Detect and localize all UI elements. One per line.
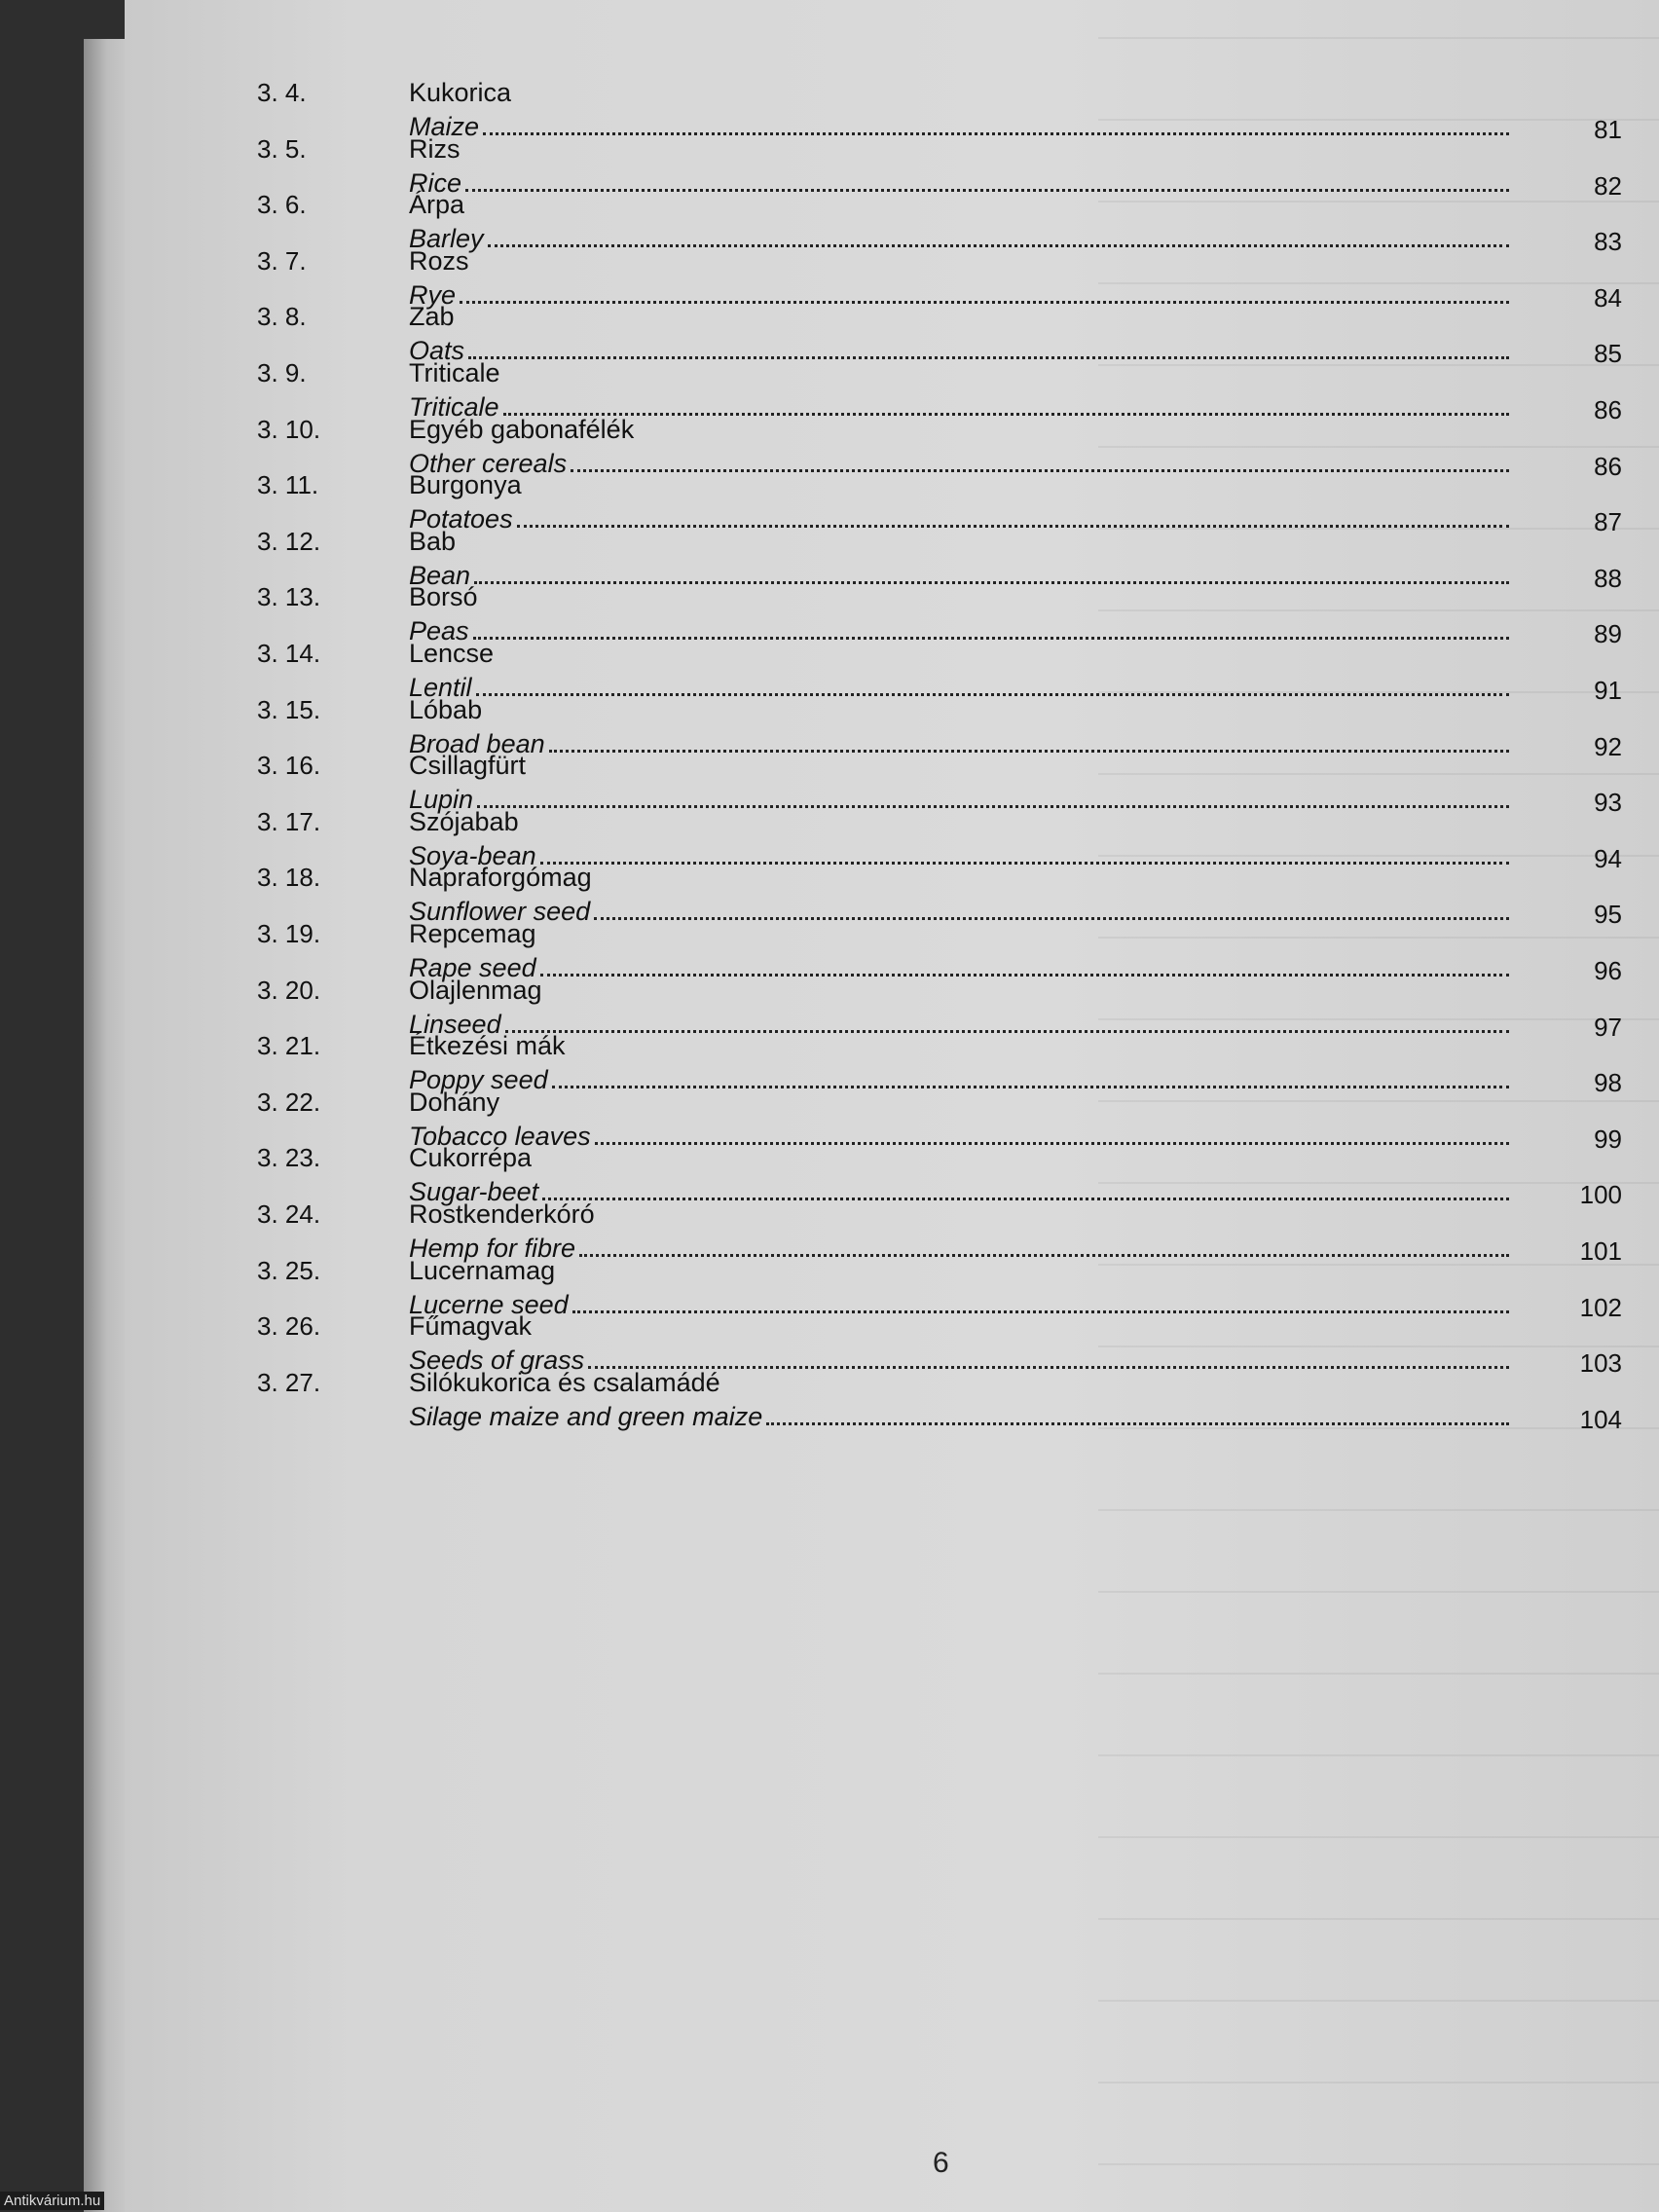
entry-title-english: Peas [409, 616, 469, 645]
entry-page-number: 83 [1594, 227, 1622, 256]
dot-leader [579, 1231, 1509, 1257]
dot-leader [766, 1399, 1509, 1425]
entry-title-hungarian: Lucernamag [409, 1256, 556, 1285]
entry-title-english: Triticale [409, 392, 499, 422]
entry-title-english: Sugar-beet [409, 1177, 539, 1206]
dot-leader [488, 221, 1509, 247]
entry-page-number: 100 [1579, 1180, 1622, 1209]
entry-page-number: 97 [1594, 1013, 1622, 1042]
entry-page-number: 91 [1594, 676, 1622, 705]
dot-leader [468, 333, 1509, 359]
entry-title-hungarian: Repcemag [409, 919, 536, 948]
entry-number: 3. 5. [257, 134, 307, 164]
entry-number: 3. 11. [257, 470, 319, 499]
entry-title-english: Poppy seed [409, 1065, 548, 1094]
watermark: Antikvárium.hu [0, 2192, 104, 2210]
entry-title-hungarian: Rozs [409, 246, 469, 276]
entry-title-english: Lucerne seed [409, 1290, 569, 1319]
entry-title-hungarian: Napraforgómag [409, 863, 592, 892]
entry-number: 3. 10. [257, 415, 321, 444]
entry-title-hungarian: Rostkenderkóró [409, 1199, 595, 1229]
entry-number: 3. 20. [257, 976, 321, 1005]
entry-title-hungarian: Kukorica [409, 78, 512, 107]
toc-entry[interactable] [125, 1366, 1659, 1444]
dot-leader [540, 950, 1509, 977]
entry-title-hungarian: Burgonya [409, 470, 522, 499]
entry-page-number: 81 [1594, 115, 1622, 144]
entry-title-hungarian: Fűmagvak [409, 1311, 533, 1341]
entry-title-english: Linseed [409, 1010, 501, 1039]
entry-number: 3. 23. [257, 1143, 321, 1172]
entry-number: 3. 22. [257, 1088, 321, 1117]
entry-number: 3. 4. [257, 78, 307, 107]
entry-page-number: 89 [1594, 619, 1622, 648]
entry-title-english: Maize [409, 112, 480, 141]
entry-number: 3. 27. [257, 1368, 321, 1397]
entry-page-number: 98 [1594, 1068, 1622, 1097]
entry-title-hungarian: Étkezési mák [409, 1031, 566, 1060]
entry-title-hungarian: Csillagfürt [409, 751, 527, 780]
entry-title-hungarian: Egyéb gabonafélék [409, 415, 635, 444]
entry-number: 3. 25. [257, 1256, 321, 1285]
entry-number: 3. 13. [257, 582, 321, 611]
entry-number: 3. 24. [257, 1199, 321, 1229]
entry-title-english: Rye [409, 280, 457, 310]
entry-number: 3. 19. [257, 919, 321, 948]
entry-title-english: Silage maize and green maize [409, 1402, 763, 1431]
entry-number: 3. 15. [257, 695, 321, 724]
entry-number: 3. 17. [257, 807, 321, 836]
entry-title-hungarian: Lóbab [409, 695, 483, 724]
dot-leader [588, 1343, 1509, 1369]
entry-page-number: 94 [1594, 844, 1622, 873]
entry-page-number: 93 [1594, 788, 1622, 817]
entry-title-hungarian: Rizs [409, 134, 461, 164]
entry-number: 3. 18. [257, 863, 321, 892]
dot-leader [594, 894, 1509, 920]
entry-page-number: 82 [1594, 171, 1622, 201]
dot-leader [476, 670, 1509, 696]
entry-title-english: Sunflower seed [409, 897, 591, 926]
entry-page-number: 87 [1594, 507, 1622, 536]
entry-page-number: 96 [1594, 956, 1622, 985]
entry-title-hungarian: Silókukorica és csalamádé [409, 1368, 720, 1397]
entry-page-number: 104 [1579, 1405, 1622, 1434]
entry-number: 3. 12. [257, 527, 321, 556]
entry-page-number: 101 [1579, 1236, 1622, 1266]
book-page [125, 0, 1659, 2212]
entry-page-number: 86 [1594, 395, 1622, 424]
dot-leader [477, 782, 1509, 808]
entry-english-line [409, 1399, 1509, 1432]
dot-leader [542, 1174, 1509, 1200]
entry-title-english: Potatoes [409, 504, 513, 534]
entry-page-number: 95 [1594, 900, 1622, 929]
entry-number: 3. 8. [257, 302, 307, 331]
entry-number: 3. 6. [257, 190, 307, 219]
entry-title-english: Seeds of grass [409, 1346, 585, 1375]
entry-title-english: Oats [409, 336, 465, 365]
entry-title-english: Rice [409, 168, 462, 198]
entry-title-hungarian: Triticale [409, 358, 500, 387]
entry-page-number: 103 [1579, 1348, 1622, 1378]
entry-title-english: Lupin [409, 785, 474, 814]
dot-leader [503, 389, 1509, 416]
entry-title-hungarian: Dohány [409, 1088, 500, 1117]
entry-title-english: Tobacco leaves [409, 1122, 591, 1151]
entry-title-english: Hemp for fibre [409, 1234, 576, 1263]
entry-number: 3. 9. [257, 358, 307, 387]
entry-title-hungarian: Árpa [409, 190, 465, 219]
entry-page-number: 86 [1594, 452, 1622, 481]
entry-title-english: Broad bean [409, 729, 545, 758]
entry-title-hungarian: Bab [409, 527, 457, 556]
entry-number: 3. 14. [257, 639, 321, 668]
entry-title-english: Bean [409, 561, 471, 590]
entry-title-english: Barley [409, 224, 484, 253]
entry-title-hungarian: Zab [409, 302, 455, 331]
dot-leader [483, 109, 1509, 135]
entry-title-hungarian: Borsó [409, 582, 478, 611]
entry-number: 3. 26. [257, 1311, 321, 1341]
entry-number: 3. 21. [257, 1031, 321, 1060]
entry-page-number: 84 [1594, 283, 1622, 313]
entry-title-hungarian: Cukorrépa [409, 1143, 533, 1172]
entry-page-number: 102 [1579, 1293, 1622, 1322]
entry-number: 3. 7. [257, 246, 307, 276]
entry-title-hungarian: Lencse [409, 639, 495, 668]
entry-page-number: 88 [1594, 564, 1622, 593]
entry-page-number: 85 [1594, 339, 1622, 368]
entry-number: 3. 16. [257, 751, 321, 780]
dot-leader [517, 501, 1509, 528]
table-of-contents [125, 0, 1659, 2212]
entry-title-hungarian: Olajlenmag [409, 976, 542, 1005]
dot-leader [552, 1062, 1509, 1088]
dot-leader [473, 613, 1509, 640]
entry-title-hungarian: Szójabab [409, 807, 519, 836]
entry-title-english: Other cereals [409, 449, 568, 478]
page-number: 6 [933, 2147, 949, 2179]
entry-title-english: Lentil [409, 673, 472, 702]
entry-title-english: Rape seed [409, 953, 536, 982]
entry-page-number: 99 [1594, 1124, 1622, 1154]
entry-title-english: Soya-bean [409, 841, 536, 870]
entry-page-number: 92 [1594, 732, 1622, 761]
